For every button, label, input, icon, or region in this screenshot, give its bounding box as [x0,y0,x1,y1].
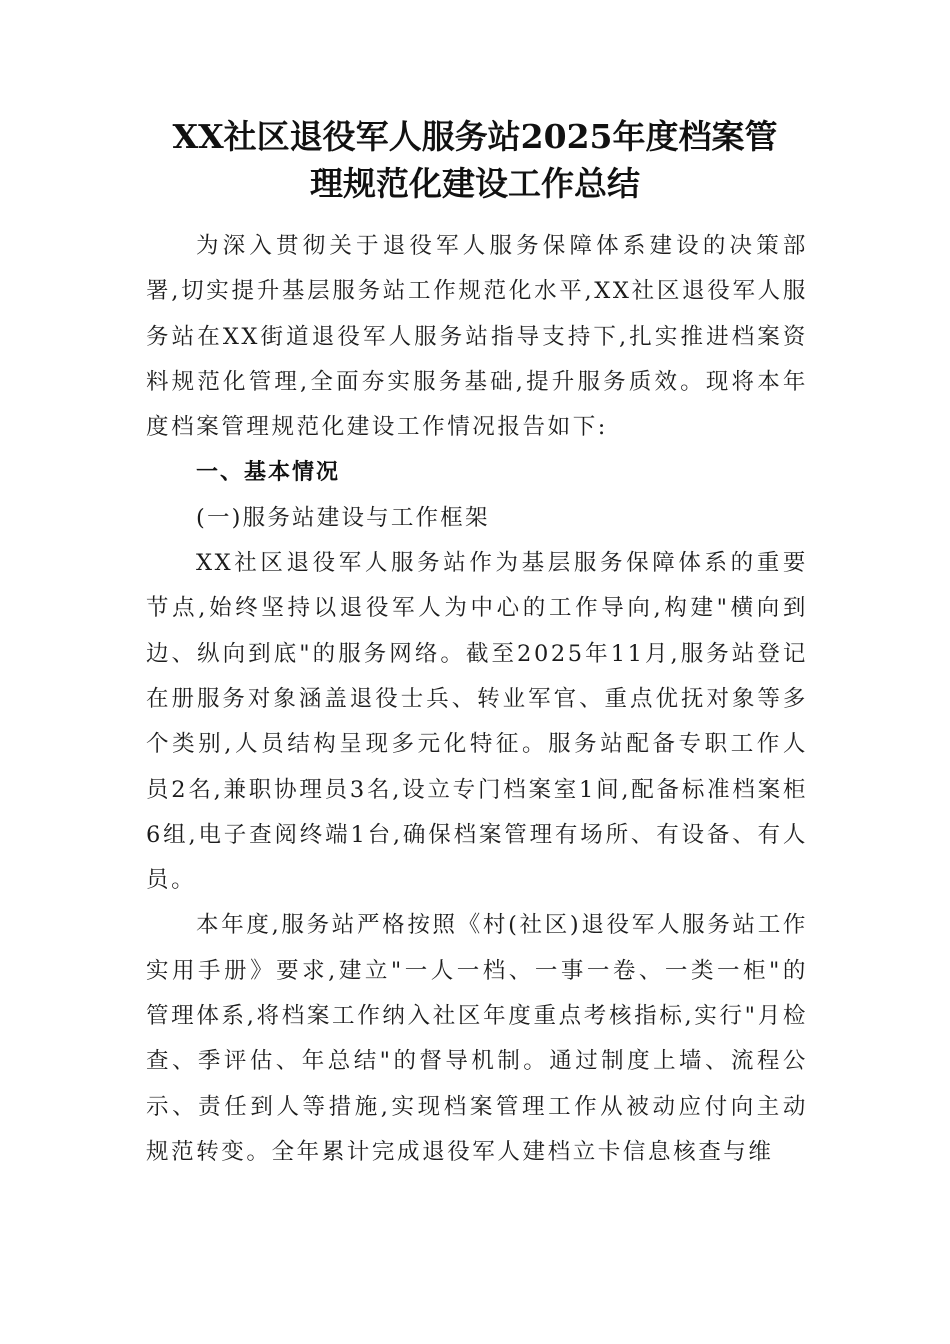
title-line-1: XX社区退役军人服务站2025年度档案管 [172,117,778,156]
document-body [146,224,808,1175]
intro-paragraph: 为深入贯彻关于退役军人服务保障体系建设的决策部署,切实提升基层服务站工作规范化水平,XX社区退役军人服务站在XX街道退役军人服务站指导支持下,扎实推进档案资料规范化管理,全面夯实服务基础,提升服务质效。现将本年度档案管理规范化建设工作情况报告如下: [146,233,808,441]
body-paragraph-1: XX社区退役军人服务站作为基层服务保障体系的重要节点,始终坚持以退役军人为中心的工作导向,构建"横向到边、纵向到底"的服务网络。截至2025年11月,服务站登记在册服务对象涵盖退役士兵、转业军官、重点优抚对象等多个类别,人员结构呈现多元化特征。服务站配备专职工作人员2名,兼职协理员3名,设立专门档案室1间,配备标准档案柜6组,电子查阅终端1台,确保档案管理有场所、有设备、有人员。 [146,550,808,894]
section-heading-basic-situation: 一、基本情况 [196,460,341,486]
document-title [120,113,830,207]
title-line-2: 理规范化建设工作总结 [310,164,640,203]
body-paragraph-2: 本年度,服务站严格按照《村(社区)退役军人服务站工作实用手册》要求,建立"一人一档、一事一卷、一类一柜"的管理体系,将档案工作纳入社区年度重点考核指标,实行"月检查、季评估、年总结"的督导机制。通过制度上墙、流程公示、责任到人等措施,实现档案管理工作从被动应付向主动规范转变。全年累计完成退役军人建档立卡信息核查与维 [146,912,808,1165]
subsection-heading-station-construction: (一)服务站建设与工作框架 [196,504,490,531]
